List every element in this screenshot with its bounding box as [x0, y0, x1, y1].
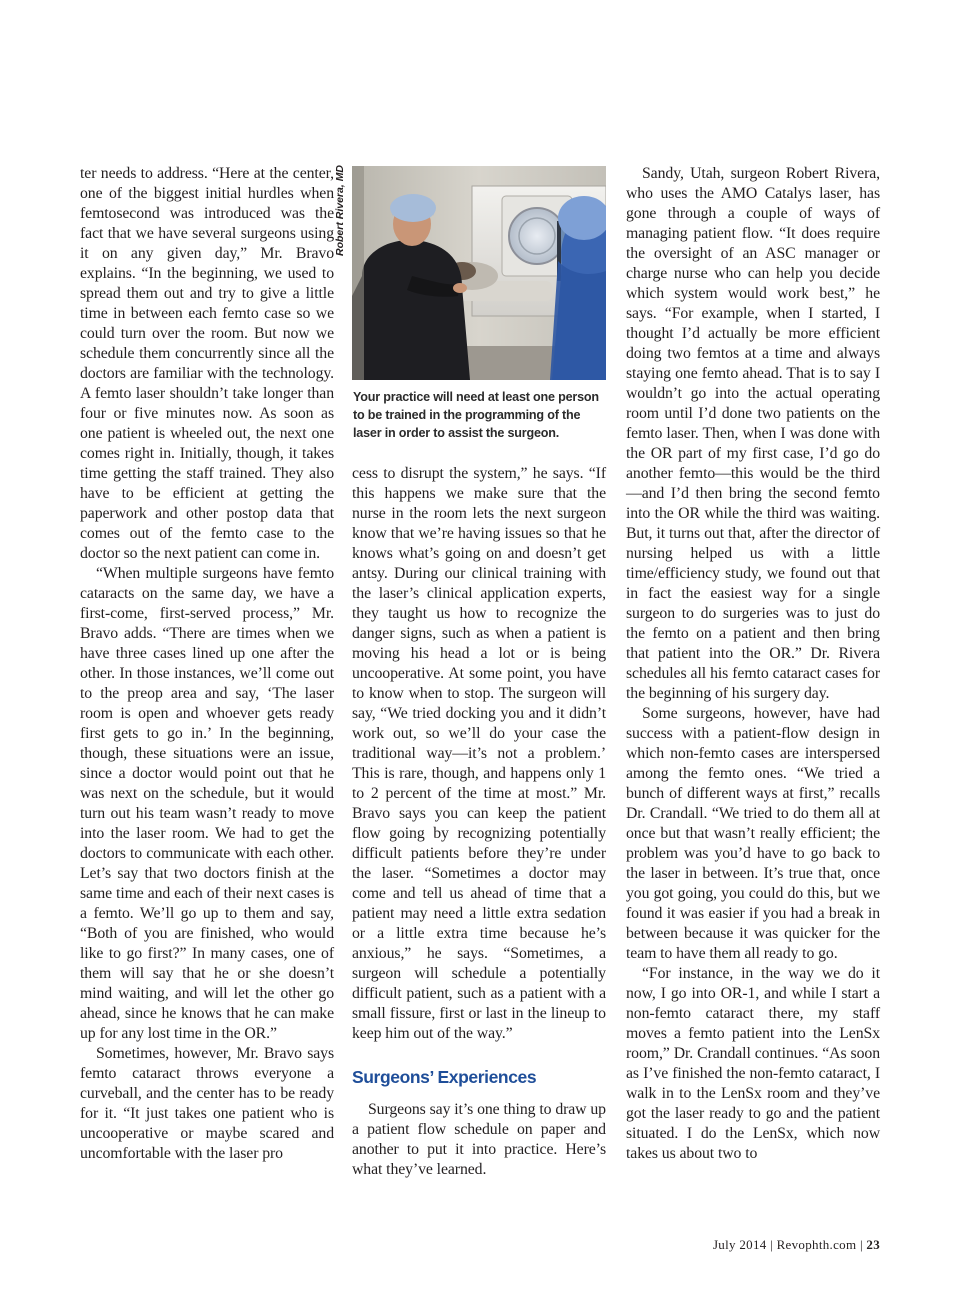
article-photo [352, 166, 606, 380]
column3-paragraph-3: “For instance, in the way we do it now, I go into OR-1, and while I start a non-femto cataract there, my staff moves a femto patient into the LenSx room,” Dr. Crandall continues. “As soon as I’ve finished the non-femto cataract, I walk in to the LenSx room and they’ve got the laser ready to go and the patient situated. I do the LenSx, which now takes us about two to [626, 965, 880, 1162]
photo-credit: Robert Rivera, MD [334, 164, 346, 256]
surgeon-at-laser-photo [352, 166, 606, 380]
column1-paragraph-3: Sometimes, however, Mr. Bravo says femto cataract throws everyone a curveball, and the center has to be ready for it. “It just takes one patient who is uncooperative or maybe scared and uncomfortable with the laser pro [80, 1045, 334, 1162]
column2-paragraph-2: Surgeons say it’s one thing to draw up a patient flow schedule on paper and another to put it into practice. Here’s what they’ve learned. [352, 1101, 606, 1178]
column1-paragraph-1: ter needs to address. “Here at the center, one of the biggest initial hurdles when femtosecond was introduced was the fact that we have several surgeons using it on any given day,” Mr. Bravo explains. “In the beginning, we used to spread them out and try to give a little time in between each femto case so we could turn over the room. But now we schedule them concurrently since all the doctors are familiar with the technology. A femto laser shouldn’t take longer than four or five minutes now. As soon as one patient is wheeled out, the next one comes right in. Initially, though, it takes time getting the staff trained. They also have to be efficient at getting the paperwork and other postop data that comes out of the femto case to the doctor so the next patient can come in. [80, 165, 334, 562]
footer-site: Revophth.com [776, 1237, 857, 1252]
article-column-1 [80, 164, 334, 1164]
column1-paragraph-2: “When multiple surgeons have femto cataracts on the same day, we have a first-come, first-served process,” Mr. Bravo adds. “There are times when we have three cases lined up one after the other. In those instances, we’ll come out to the preop area and say, ‘The laser room is open and whoever gets ready first gets to go in.’ In the beginning, though, these situations were an issue, since a doctor would point out that he was next on the schedule, but it would turn out his team wasn’t ready to move into the laser room. We had to get the doctors to communicate with each other. Let’s say that two doctors finish at the same time and each of their next cases is a femto. We’ll go up to them and say, “Both of you are finished, who would like to go first?” In many cases, one of them will say that he or she doesn’t mind waiting, and will let the other go ahead, since he knows that he can make up for any lost time in the OR.” [80, 565, 334, 1042]
page-number: 23 [866, 1237, 880, 1252]
footer-separator-1: | [770, 1237, 777, 1252]
column3-paragraph-2: Some surgeons, however, have had success with a patient-flow design in which non-femto cases are interspersed among the femto ones. “We tried a bunch of different ways at first,” recalls Dr. Crandall. “We tried to do them all at once but that wasn’t really efficient; the problem was you’d have to go back to the laser in between. It’s true that, once you got going, you could do this, but we found it was easier if you had a break in between because it was quicker for the team to have them all ready to go. [626, 705, 880, 962]
footer-separator-2: | [859, 1237, 867, 1252]
photo-caption: Your practice will need at least one person to be trained in the programming of the laser in order to assist the surgeon. [353, 390, 599, 440]
section-heading: Surgeons’ Experiences [352, 1067, 537, 1087]
article-column-2 [352, 464, 606, 1180]
article-column-3 [626, 164, 880, 1164]
footer-issue: July 2014 [712, 1237, 767, 1252]
column3-paragraph-1: Sandy, Utah, surgeon Robert Rivera, who uses the AMO Catalys laser, has gone through a couple of ways of managing patient flow. “It does require the oversight of an ASC manager or charge nurse who can help you decide which system would work best,” he says. “For example, when I started, I thought I’d actually be more efficient doing two femtos at a time and always staying one femto ahead. That is to say I wouldn’t go into the actual operating room until I’d done two patients on the femto laser. Then, when I was done with the OR part of my first case, I’d go do another femto—this would be the third—and I’d then bring the second femto into the OR while the third was waiting. But, it turns out that, after the director of nursing helped us with a little time/efficiency study, we found out that in fact the easiest way for a single surgeon to do surgeries was to just do the femto on a patient and then bring that patient into the OR.” Dr. Rivera schedules all his femto cataract cases for the beginning of his surgery day. [626, 165, 880, 702]
page-footer [713, 1237, 880, 1253]
column2-paragraph-1: cess to disrupt the system,” he says. “If this happens we make sure that the nurse in the room lets the next surgeon know that we’re having issues so that he knows what’s going on and doesn’t get antsy. During our clinical training with the laser’s clinical application experts, they taught us how to recognize the danger signs, such as when a patient is moving his head a lot or is being uncooperative. At some point, you have to know when to stop. The surgeon will say, “We tried docking you and it didn’t work out, so we’ll do your case the traditional way—it’s not a problem.’ This is rare, though, and happens only 1 to 2 percent of the time at most.” Mr. Bravo says you can keep the patient flow going by recognizing potentially difficult patients before they’re under the laser. “Sometimes a doctor may come and tell us ahead of time that a patient may need a little extra sedation or a little extra time because he’s anxious,” he says. “Sometimes, a surgeon will schedule a potentially difficult patient, such as a patient with a small fissure, first or last in the lineup to keep him out of the way.” [352, 465, 606, 1042]
